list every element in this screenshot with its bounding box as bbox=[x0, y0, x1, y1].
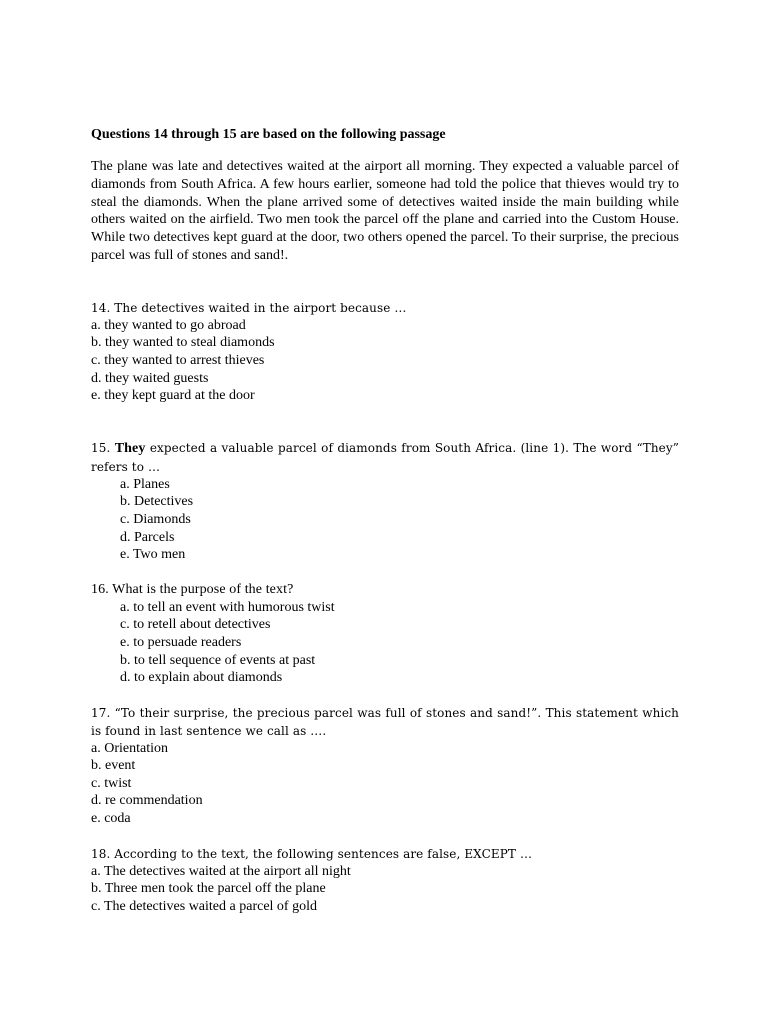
option-item: d. re commendation bbox=[91, 793, 203, 809]
question-15-stem bbox=[91, 439, 679, 476]
question-16-stem: 16. What is the purpose of the text? bbox=[91, 581, 294, 597]
question-15-number: 15. bbox=[91, 440, 111, 455]
option-item: a. Orientation bbox=[91, 740, 168, 756]
passage-heading: Questions 14 through 15 are based on the following passage bbox=[91, 127, 446, 142]
question-15-bold-word: They bbox=[114, 440, 146, 456]
question-16-options bbox=[91, 599, 679, 687]
option-item: c. to retell about detectives bbox=[120, 617, 271, 633]
option-item: e. they kept guard at the door bbox=[91, 388, 255, 404]
option-item: e. Two men bbox=[120, 547, 186, 563]
option-item: b. Detectives bbox=[120, 494, 194, 510]
question-18-options bbox=[91, 863, 679, 916]
question-17 bbox=[91, 704, 679, 828]
question-18-stem: 18. According to the text, the following sentences are false, EXCEPT … bbox=[91, 846, 533, 861]
document-page bbox=[91, 126, 679, 915]
option-item: d. to explain about diamonds bbox=[120, 670, 283, 686]
question-15-options bbox=[91, 476, 679, 564]
question-15 bbox=[91, 439, 679, 564]
option-item: c. The detectives waited a parcel of gold bbox=[91, 898, 317, 914]
option-item: d. Parcels bbox=[120, 529, 175, 545]
question-14-options bbox=[91, 317, 679, 405]
option-item: b. they wanted to steal diamonds bbox=[91, 335, 275, 351]
question-15-text: expected a valuable parcel of diamonds from South Africa. (line 1). The word “They” refers to … bbox=[91, 440, 679, 474]
option-item: c. they wanted to arrest thieves bbox=[91, 352, 265, 368]
question-17-stem: 17. “To their surprise, the precious parcel was full of stones and sand!”. This statement which is found in last sentence we call as …. bbox=[91, 705, 679, 738]
option-item: e. coda bbox=[91, 811, 131, 827]
option-item: b. Three men took the parcel off the plane bbox=[91, 881, 326, 897]
question-14 bbox=[91, 299, 679, 405]
question-16 bbox=[91, 581, 679, 687]
question-14-stem: 14. The detectives waited in the airport because … bbox=[91, 300, 407, 315]
option-item: d. they waited guests bbox=[91, 370, 209, 386]
option-item: a. The detectives waited at the airport all night bbox=[91, 863, 351, 879]
reading-passage: The plane was late and detectives waited at the airport all morning. They expected a valuable parcel of diamonds from South Africa. A few hours earlier, someone had told the police that thieves would try to steal the diamonds. When the plane arrived some of detectives waited inside the main building while others waited on the airfield. Two men took the parcel off the plane and carried into the Custom House. While two detectives kept guard at the door, two others opened the parcel. To their surprise, the precious parcel was full of stones and sand!. bbox=[91, 159, 679, 263]
option-item: e. to persuade readers bbox=[120, 634, 242, 650]
option-item: a. Planes bbox=[120, 476, 170, 492]
option-item: a. to tell an event with humorous twist bbox=[120, 599, 335, 615]
option-item: b. event bbox=[91, 758, 136, 774]
option-item: c. Diamonds bbox=[120, 511, 191, 527]
option-item: b. to tell sequence of events at past bbox=[120, 652, 316, 668]
question-18 bbox=[91, 845, 679, 916]
question-17-options bbox=[91, 740, 679, 828]
option-item: c. twist bbox=[91, 775, 132, 791]
option-item: a. they wanted to go abroad bbox=[91, 317, 246, 333]
